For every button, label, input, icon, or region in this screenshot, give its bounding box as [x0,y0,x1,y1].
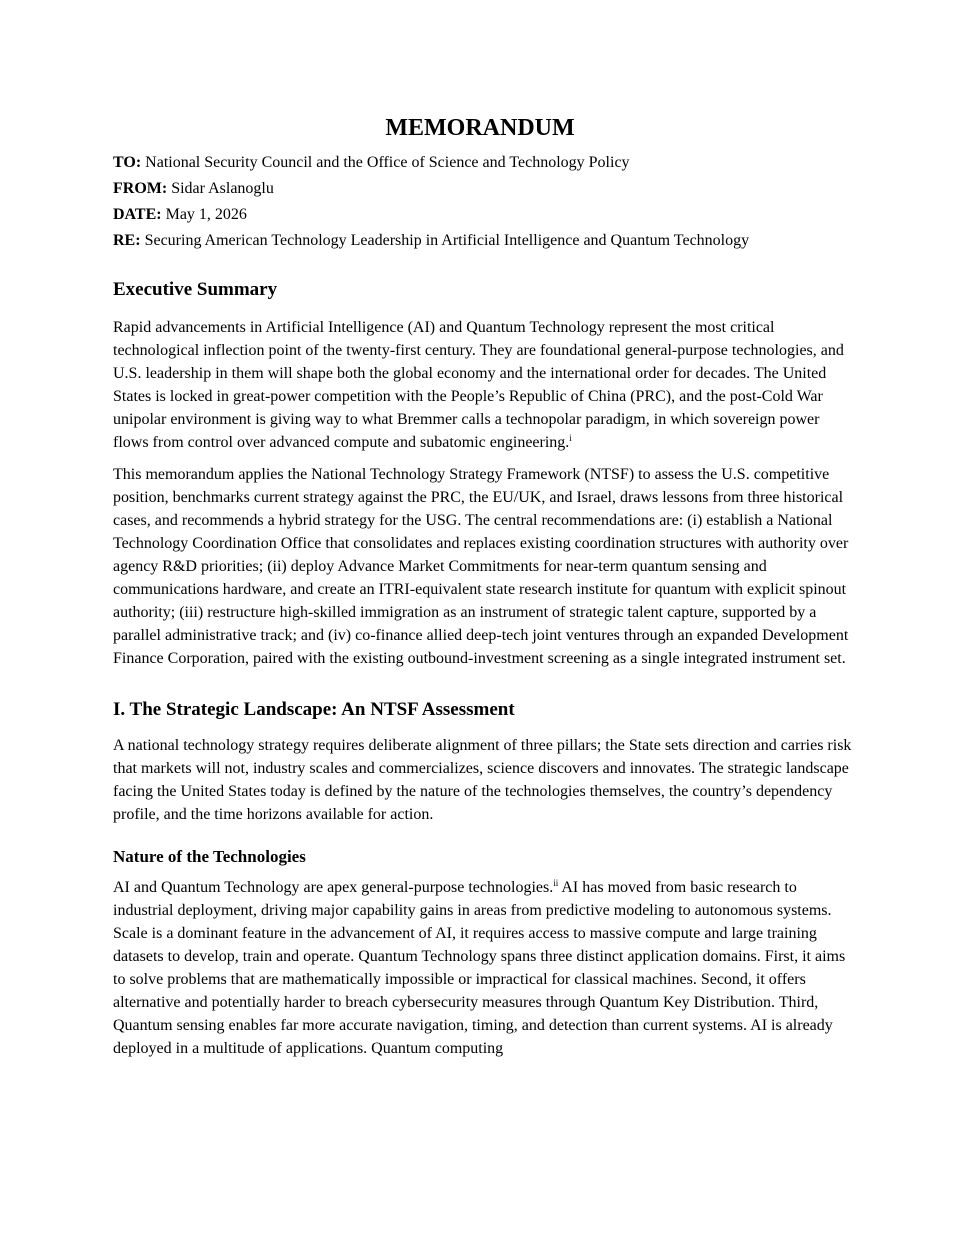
section-one-paragraph-1: A national technology strategy requires deliberate alignment of three pillars; the State sets direction and carries risk that markets will not, industry scales and commercializes, science discovers and innovates. The strategic landscape facing the United States today is defined by the nature of the technologies themselves, the country’s dependency profile, and the time horizons available for action. [113,737,852,823]
endnote-marker-ii[interactable]: ii [553,878,559,888]
memo-from-value: Sidar Aslanoglu [171,180,274,197]
nature-of-technologies-subheading: Nature of the Technologies [113,847,306,866]
memo-re-value: Securing American Technology Leadership in Artificial Intelligence and Quantum Technology [144,232,750,249]
endnote-marker-i[interactable]: i [569,433,572,443]
memo-date-value: May 1, 2026 [165,206,247,223]
memo-from-line [113,176,873,202]
memo-title: MEMORANDUM [385,115,575,141]
memo-re-label: RE: [113,232,141,249]
memo-to-value: National Security Council and the Office of Science and Technology Policy [145,154,630,171]
executive-summary-paragraph-2: This memorandum applies the National Technology Strategy Framework (NTSF) to assess the U.S. competitive position, benchmarks current strategy against the PRC, the EU/UK, and Israel, draws lessons from three historical cases, and recommends a hybrid strategy for the USG. The central recommendations are: (i) establish a National Technology Coordination Office that consolidates and replaces existing coordination structures with authority over agency R&D priorities; (ii) deploy Advance Market Commitments for near-term quantum sensing and communications hardware, and create an ITRI-equivalent state research institute for quantum with explicit spinout authority; (iii) restructure high-skilled immigration as an instrument of strategic talent capture, supported by a parallel administrative track; and (iv) co-finance allied deep-tech joint ventures through an expanded Development Finance Corporation, paired with the existing outbound-investment screening as a single integrated instrument set. [113,466,849,667]
nature-paragraph-rest: AI has moved from basic research to industrial deployment, driving major capability gains in areas from predictive modeling to autonomous systems. Scale is a dominant feature in the advancement of AI, it requires access to massive compute and large training datasets to develop, train and operate. Quantum Technology spans three distinct application domains. First, it aims to solve problems that are mathematically impossible or impractical for classical machines. Second, it offers alternative and potentially harder to breach cybersecurity measures through Quantum Key Distribution. Third, Quantum sensing enables far more accurate navigation, timing, and detection than current systems. AI is already deployed in a multitude of applications. Quantum computing [113,879,846,1057]
memo-from-label: FROM: [113,180,168,197]
executive-summary-paragraph-1-text: Rapid advancements in Artificial Intelligence (AI) and Quantum Technology represent the most critical technological inflection point of the twenty-first century. They are foundational general-purpose technologies, and U.S. leadership in them will shape both the global economy and the international order for decades. The United States is locked in great-power competition with the People’s Republic of China (PRC), and the post-Cold War unipolar environment is giving way to what Bremmer calls a technopolar paradigm, in which sovereign power flows from control over advanced compute and subatomic engineering. [113,319,844,451]
memo-date-label: DATE: [113,206,162,223]
memo-date-line [113,202,873,228]
memo-to-line [113,150,873,176]
executive-summary-heading: Executive Summary [113,279,278,300]
section-one-heading: I. The Strategic Landscape: An NTSF Assessment [113,699,515,720]
nature-of-technologies-paragraph [113,876,853,1060]
executive-summary-paragraph-1 [113,316,853,454]
memo-to-label: TO: [113,154,142,171]
memo-header [113,150,873,254]
nature-paragraph-start: AI and Quantum Technology are apex general-purpose technologies. [113,879,554,896]
memo-body [113,276,853,1060]
memo-re-line [113,228,873,254]
